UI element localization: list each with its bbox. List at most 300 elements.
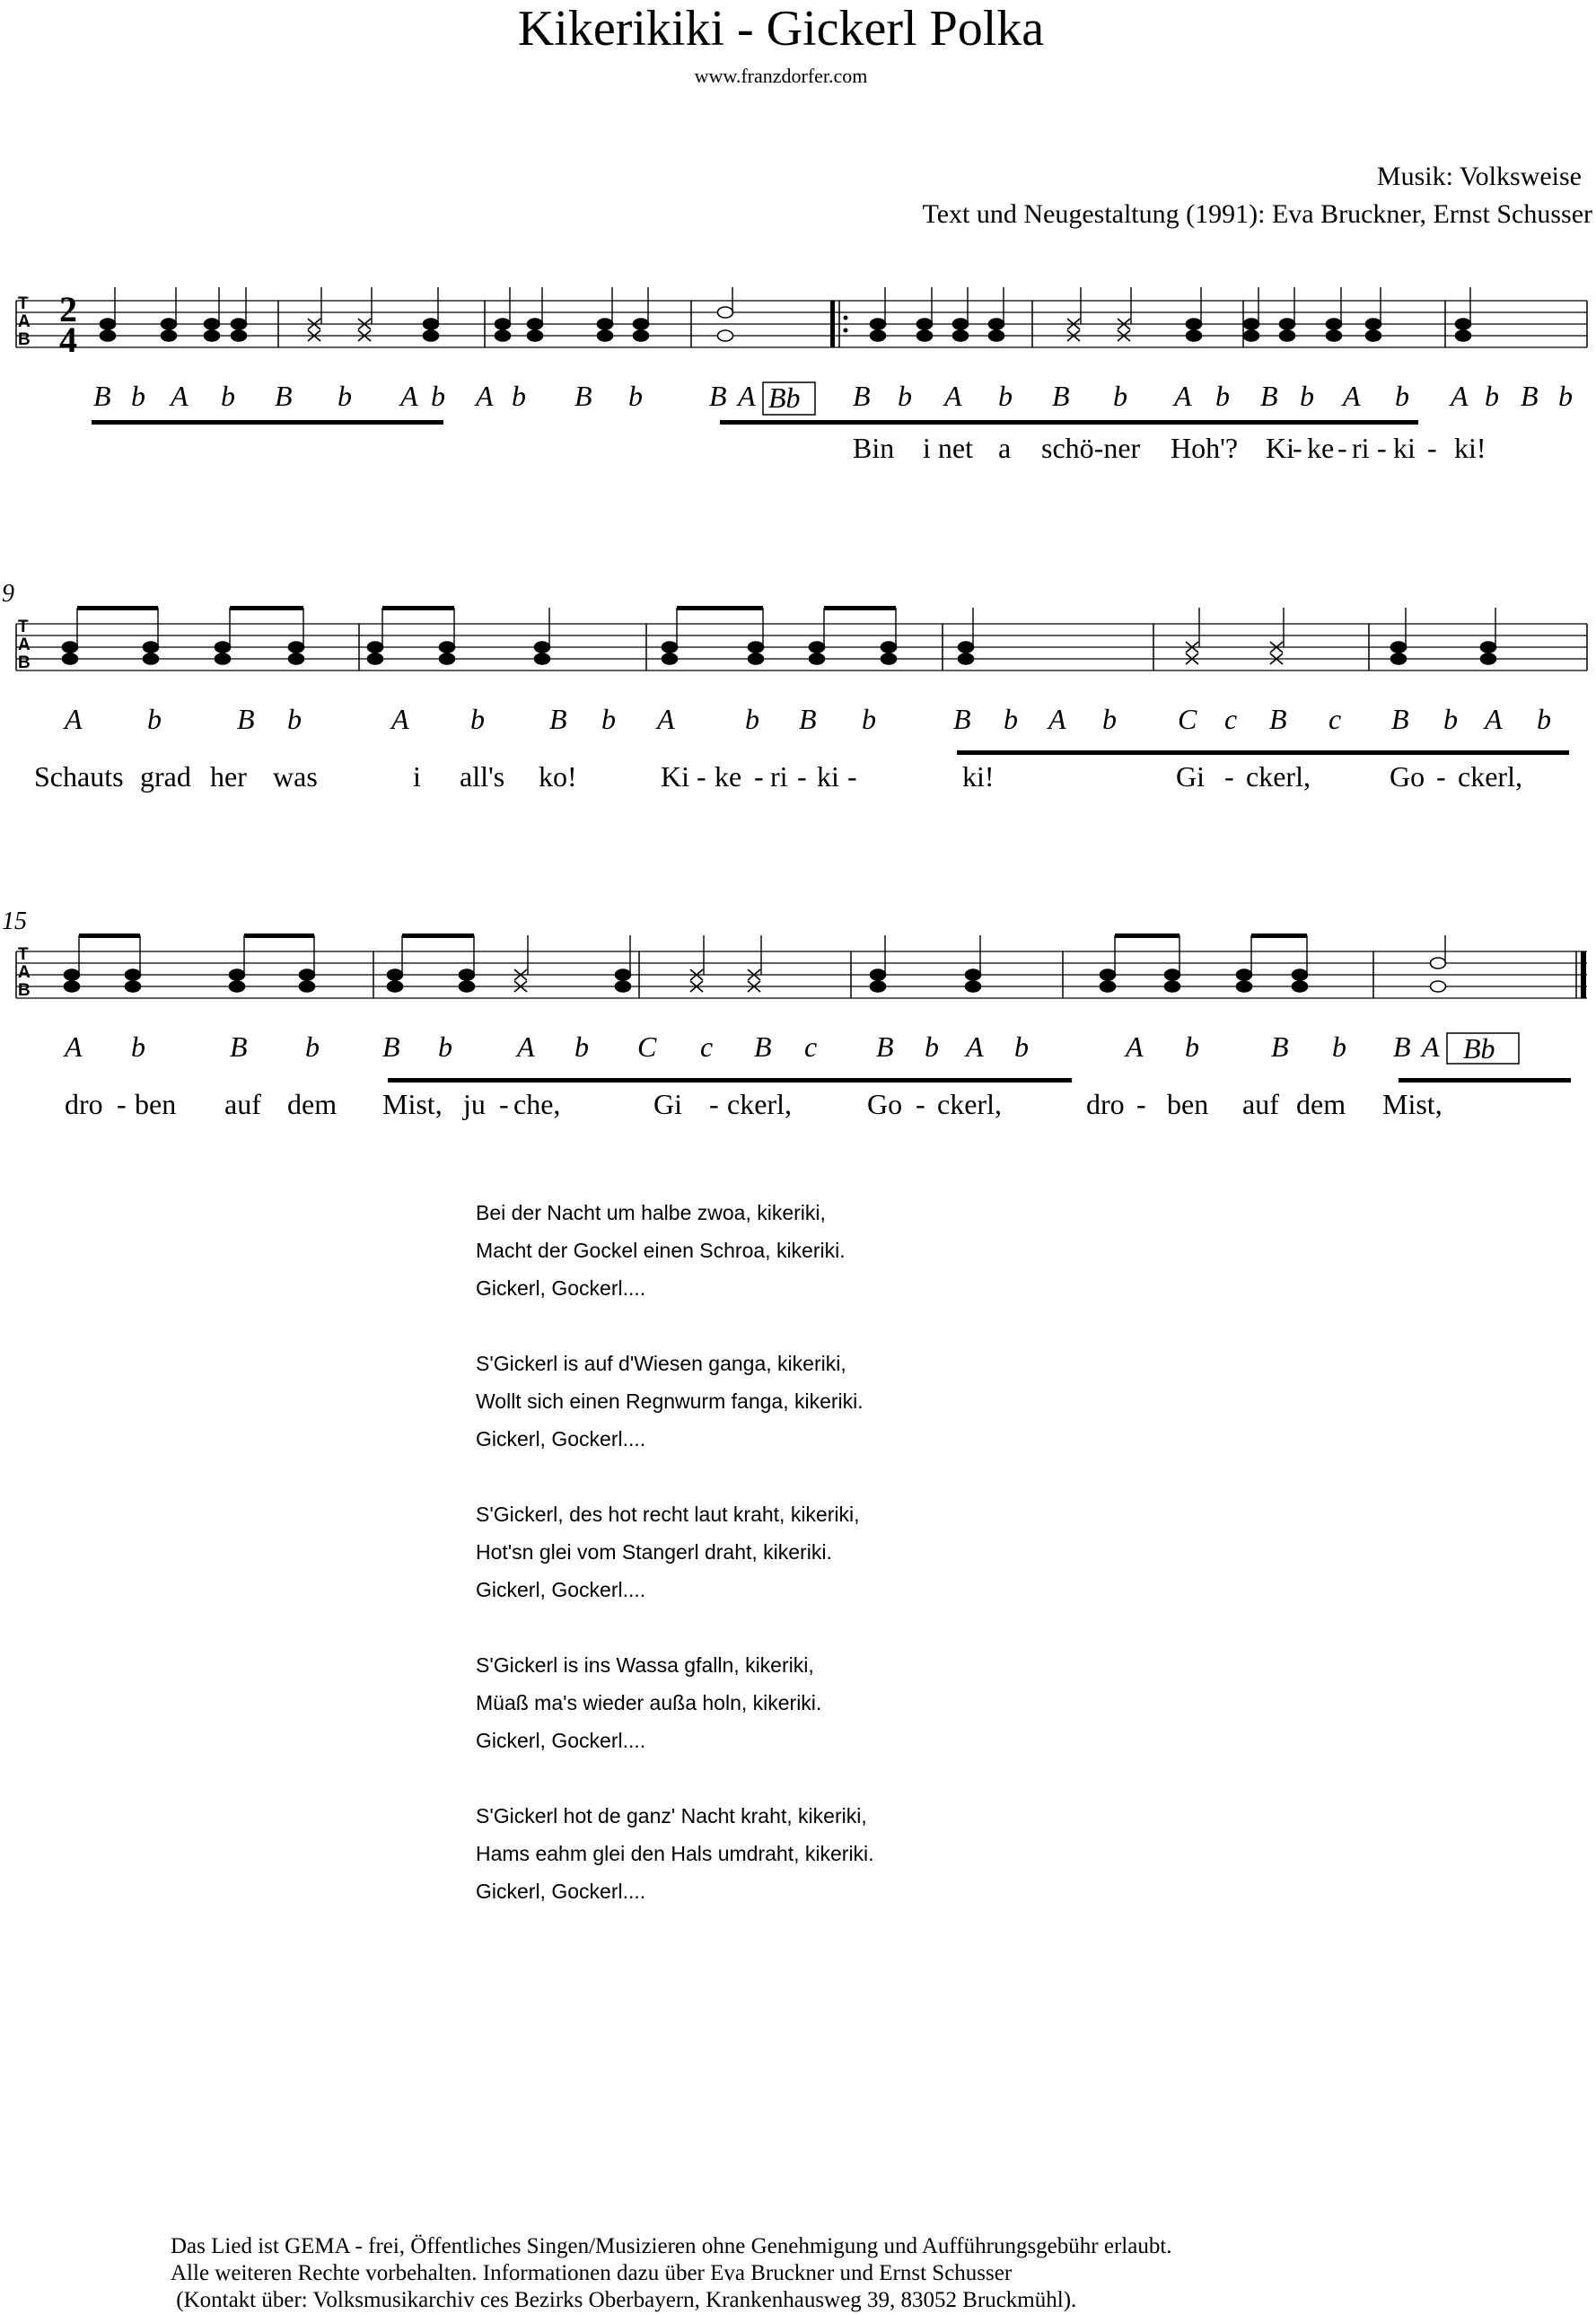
notehead [162, 330, 177, 341]
verse-line: S'Gickerl hot de ganz' Nacht kraht, kikeriki, [476, 1804, 867, 1828]
footer-line: Das Lied ist GEMA - frei, Öffentliches Singen/Musizieren ohne Genehmigung und Aufführungsgebühr erlaubt. [171, 2234, 1172, 2258]
notehead [495, 319, 511, 329]
notehead [101, 319, 116, 329]
notehead [662, 642, 678, 653]
lyric: - [1293, 432, 1302, 464]
tab-letter-b: B [18, 330, 31, 349]
bellows-mark: A [65, 1030, 83, 1063]
bellows-mark: A [1485, 703, 1503, 735]
notehead [1280, 330, 1295, 341]
bellows-mark: c [1224, 703, 1238, 735]
notehead [871, 969, 886, 980]
bellows-mark: b [1558, 380, 1573, 412]
text-credit: Text und Neugestaltung (1991): Eva Bruckner, Ernst Schusser [922, 199, 1592, 229]
bellows-mark: B [574, 380, 592, 412]
lyric: - [1136, 1088, 1146, 1120]
bellows-mark: B [953, 703, 971, 735]
bellows-mark: A [517, 1030, 535, 1063]
notehead [881, 642, 897, 653]
repeat-dot [844, 316, 848, 320]
lyric: i net [923, 432, 973, 464]
bellows-mark: B [876, 1030, 894, 1063]
lyric: ki [1393, 432, 1416, 464]
bellows-mark: A [944, 380, 962, 412]
notehead [126, 969, 141, 980]
lyric: Ki [1266, 432, 1294, 464]
notehead [616, 969, 631, 980]
lyric: dem [287, 1088, 338, 1120]
tab-letter-a: A [18, 963, 31, 982]
notehead [810, 642, 825, 653]
lyric: - [797, 760, 807, 793]
final-bar-thick [1581, 951, 1586, 998]
bellows-mark: b [470, 703, 485, 735]
pull-bars [388, 1078, 1571, 1082]
bellows-mark: B [237, 703, 255, 735]
lyric: a [998, 432, 1012, 464]
bellows-mark: A [1174, 380, 1192, 412]
bellows-mark: A [1343, 380, 1361, 412]
bellows-mark: b [131, 1030, 145, 1063]
note-beam [382, 606, 454, 610]
lyric: ckerl, [1246, 760, 1311, 793]
notehead [101, 330, 116, 341]
staff-system-2 [0, 574, 1596, 808]
lyric: all's [460, 760, 505, 793]
bellows-mark: b [287, 703, 302, 735]
tab-letter-t: T [18, 294, 29, 313]
notehead [528, 319, 543, 329]
verse-line: Macht der Gockel einen Schroa, kikeriki. [476, 1239, 846, 1262]
notehead [230, 981, 245, 992]
lyric: - [709, 1088, 719, 1120]
notehead [535, 653, 550, 664]
bellows-mark: A [476, 380, 494, 412]
verse-line: Gickerl, Gockerl.... [476, 1880, 646, 1903]
bellows-mark: b [998, 380, 1013, 412]
bellows-mark: b [862, 703, 876, 735]
bellows-mark: A [966, 1030, 984, 1063]
music-credit: Musik: Volksweise [1376, 162, 1582, 191]
lyric: ckerl, [1458, 760, 1522, 793]
bellows-mark: b [1102, 703, 1117, 735]
notehead [1456, 330, 1471, 341]
lyric: Mist, [1382, 1088, 1443, 1120]
bellows-mark: b [1485, 380, 1499, 412]
time-signature-top: 2 [59, 289, 77, 329]
bellows-mark: A [400, 380, 418, 412]
bellows-mark: A [1048, 703, 1066, 735]
notehead [662, 653, 678, 664]
verse-line: Hams eahm glei den Hals umdraht, kikeriki. [476, 1842, 874, 1865]
notehead [1481, 642, 1496, 653]
bellows-mark: c [1329, 703, 1342, 735]
bellows-mark: B [853, 380, 871, 412]
bellows-mark: b [925, 1030, 939, 1063]
bellows-mark: A [391, 703, 409, 735]
bellows-mark: b [438, 1030, 452, 1063]
lyric: ke [715, 760, 742, 793]
note-beam [77, 606, 158, 610]
bellows-markings [63, 1030, 1519, 1065]
pull-bar [720, 420, 1418, 425]
notehead [368, 642, 383, 653]
notehead [528, 330, 543, 341]
notehead [1366, 319, 1381, 329]
bellows-mark: b [1443, 703, 1458, 735]
notehead [63, 653, 78, 664]
lyric: Ki [661, 760, 689, 793]
measure-number: 9 [2, 580, 14, 608]
note-beam [677, 606, 763, 610]
note-beam [1251, 933, 1307, 938]
note-beam [244, 933, 314, 938]
notehead [1165, 969, 1180, 980]
notehead [440, 642, 455, 653]
notehead [162, 319, 177, 329]
bellows-mark: B [754, 1030, 772, 1063]
bellows-mark: A [171, 380, 189, 412]
lyric: ke [1307, 432, 1335, 464]
notehead [300, 969, 315, 980]
notehead [1280, 319, 1295, 329]
notehead [144, 642, 159, 653]
lyric: dro [65, 1088, 103, 1120]
bellows-mark: A [738, 380, 756, 412]
notehead [1366, 330, 1381, 341]
notehead [810, 653, 825, 664]
bellows-mark: b [221, 380, 235, 412]
note-beam [79, 933, 140, 938]
bellows-mark: C [637, 1030, 657, 1063]
lyric: Mist, [382, 1088, 443, 1120]
bellows-mark: B [1393, 1030, 1411, 1063]
staff-lines [16, 301, 1587, 347]
verse-line: Gickerl, Gockerl.... [476, 1729, 646, 1752]
bellows-mark: B [709, 380, 727, 412]
bellows-mark: A [1126, 1030, 1144, 1063]
lyric: ben [1167, 1088, 1209, 1120]
note-beam [824, 606, 896, 610]
notehead [871, 981, 886, 992]
notehead [1244, 330, 1259, 341]
bellows-mark: B [799, 703, 817, 735]
notehead [368, 653, 383, 664]
lyric: Gi [653, 1088, 682, 1120]
notehead [424, 330, 439, 341]
bellows-mark: b [338, 380, 352, 412]
lyric: dem [1296, 1088, 1346, 1120]
notehead [634, 330, 649, 341]
bellows-mark: A [1451, 380, 1469, 412]
notehead [966, 969, 981, 980]
time-signature [59, 289, 77, 360]
bellows-mark: b [512, 380, 526, 412]
notehead [65, 969, 80, 980]
lyric: ki [817, 760, 839, 793]
notehead [953, 319, 969, 329]
notehead [230, 969, 245, 980]
notehead [616, 981, 631, 992]
time-signature-bottom: 4 [59, 320, 77, 360]
notehead [871, 330, 886, 341]
stanza [476, 1646, 874, 1759]
notehead [1391, 653, 1407, 664]
tab-letter-t: T [18, 945, 29, 964]
bellows-mark: b [1537, 703, 1551, 735]
bellows-mark: b [1395, 380, 1409, 412]
lyric: Schauts [34, 760, 124, 793]
bellows-mark: A [65, 703, 83, 735]
lyric: - [1377, 432, 1387, 464]
notehead [989, 319, 1004, 329]
notehead [966, 981, 981, 992]
bellows-mark: B [1052, 380, 1070, 412]
lyric: Gi [1176, 760, 1205, 793]
lyric: Hoh'? [1171, 432, 1239, 464]
notehead [881, 653, 897, 664]
bellows-mark: c [700, 1030, 714, 1063]
bellows-mark-boxed: Bb [1463, 1032, 1495, 1065]
lyric: grad [140, 760, 191, 793]
tab-letter-a: A [18, 312, 31, 331]
tab-letter-b: B [18, 981, 31, 1000]
notehead [871, 319, 886, 329]
bellows-mark: b [1300, 380, 1314, 412]
notehead [424, 319, 439, 329]
staff-system-3 [0, 902, 1596, 1135]
notehead [959, 642, 974, 653]
note-beam [402, 933, 474, 938]
verse-line: Müaß ma's wieder außa holn, kikeriki. [476, 1691, 822, 1714]
lyric: ckerl, [937, 1088, 1002, 1120]
bellows-mark: B [1260, 380, 1278, 412]
notehead [460, 981, 475, 992]
bellows-mark: b [305, 1030, 320, 1063]
bellows-mark: B [1521, 380, 1539, 412]
bellows-mark: b [745, 703, 759, 735]
lyric: che, [513, 1088, 561, 1120]
bellows-mark: A [657, 703, 675, 735]
lyric: ben [135, 1088, 177, 1120]
stanza [476, 1495, 874, 1608]
notehead [300, 981, 315, 992]
bellows-mark: A [1422, 1030, 1440, 1063]
notehead [598, 330, 613, 341]
bellows-mark: B [1391, 703, 1409, 735]
bellows-mark: b [1014, 1030, 1029, 1063]
bellows-mark: b [1332, 1030, 1346, 1063]
bellows-mark: c [804, 1030, 818, 1063]
notehead [1431, 981, 1446, 992]
notehead [215, 653, 231, 664]
lyric: ju [463, 1088, 486, 1120]
notehead [232, 330, 247, 341]
bellows-mark: C [1178, 703, 1197, 735]
notehead [1237, 969, 1252, 980]
notehead [205, 319, 220, 329]
notehead [749, 653, 764, 664]
notehead [1431, 958, 1446, 969]
lyric: - [117, 1088, 127, 1120]
verse-line: S'Gickerl, des hot recht laut kraht, kikeriki, [476, 1503, 860, 1526]
lyric: dro [1086, 1088, 1125, 1120]
website-url: www.franzdorfer.com [694, 65, 868, 87]
notehead [1293, 969, 1308, 980]
verse-line: Gickerl, Gockerl.... [476, 1427, 646, 1451]
verses [476, 1194, 874, 1948]
bellows-mark: b [601, 703, 616, 735]
lyric: ki! [1454, 432, 1486, 464]
notehead [598, 319, 613, 329]
staff-system-1 [0, 287, 1596, 512]
lyric: auf [224, 1088, 261, 1120]
lyric: ki! [962, 760, 995, 793]
tab-letter-b: B [18, 653, 31, 672]
notehead [388, 981, 403, 992]
bellows-mark: B [93, 380, 111, 412]
footer-line: (Kontakt über: Volksmusikarchiv ces Bezirks Oberbayern, Krankenhausweg 39, 83052 Bruckmühl). [171, 2288, 1077, 2312]
pull-bar [1399, 1078, 1571, 1082]
bellows-markings [93, 380, 1573, 415]
verse-line: Gickerl, Gockerl.... [476, 1276, 646, 1300]
lyrics [853, 432, 1486, 464]
copyright-footer [171, 2233, 1172, 2314]
lyric: Go [867, 1088, 903, 1120]
lyric: auf [1242, 1088, 1279, 1120]
notehead [1293, 981, 1308, 992]
notehead [126, 981, 141, 992]
notehead [749, 642, 764, 653]
bellows-mark: b [1185, 1030, 1199, 1063]
lyric: Go [1390, 760, 1425, 793]
notehead [1456, 319, 1471, 329]
lyric: - [1224, 760, 1234, 793]
notehead [1101, 981, 1116, 992]
notehead [1481, 653, 1496, 664]
bellows-mark: B [549, 703, 567, 735]
stanza [476, 1797, 874, 1910]
verse-line: S'Gickerl is auf d'Wiesen ganga, kikeriki, [476, 1352, 846, 1375]
notehead [63, 642, 78, 653]
bellows-mark: b [1004, 703, 1018, 735]
notehead [1391, 642, 1407, 653]
staff-lines [16, 951, 1587, 998]
lyric: - [1337, 432, 1347, 464]
tab-clef [18, 294, 31, 349]
lyric: her [210, 760, 247, 793]
bellows-mark: b [628, 380, 643, 412]
notehead [718, 307, 733, 318]
tab-clef [18, 618, 31, 672]
notehead [440, 653, 455, 664]
pull-bar [957, 750, 1569, 755]
notehead [989, 330, 1004, 341]
bellows-mark: b [574, 1030, 589, 1063]
bellows-mark: b [131, 380, 145, 412]
notehead [205, 330, 220, 341]
notehead [232, 319, 247, 329]
repeat-bar-thick [830, 301, 835, 347]
lyric: - [754, 760, 764, 793]
notehead [1165, 981, 1180, 992]
notehead [289, 642, 304, 653]
bellows-mark: B [1271, 1030, 1289, 1063]
footer-line: Alle weiteren Rechte vorbehalten. Informationen dazu über Eva Bruckner und Ernst Schusser [171, 2261, 1013, 2285]
lyrics [34, 760, 1522, 793]
page-title: Kikerikiki - Gickerl Polka [517, 1, 1045, 57]
bellows-mark: B [275, 380, 293, 412]
notehead [388, 969, 403, 980]
note-beam [230, 606, 303, 610]
lyric: ckerl, [727, 1088, 792, 1120]
bellows-mark: B [382, 1030, 400, 1063]
verse-line: Gickerl, Gockerl.... [476, 1578, 646, 1601]
stanza [476, 1345, 874, 1458]
lyric: - [1427, 432, 1437, 464]
bellows-mark: b [431, 380, 445, 412]
verse-line: Hot'sn glei vom Stangerl draht, kikeriki. [476, 1540, 832, 1564]
lyric: Bin [853, 432, 895, 464]
lyric: - [499, 1088, 509, 1120]
staff-lines [16, 624, 1587, 671]
pull-bars [957, 750, 1569, 755]
notehead [535, 642, 550, 653]
lyric: - [916, 1088, 925, 1120]
notehead [917, 330, 933, 341]
notehead [953, 330, 969, 341]
notehead [495, 330, 511, 341]
notehead [1237, 981, 1252, 992]
notehead [1187, 330, 1202, 341]
notehead [917, 319, 933, 329]
tab-clef [18, 945, 31, 1000]
measure-number: 15 [2, 907, 27, 935]
note-beam [1115, 933, 1179, 938]
tab-letter-t: T [18, 618, 29, 636]
lyric: i [413, 760, 421, 793]
notehead [1327, 330, 1342, 341]
lyric: ri [770, 760, 788, 793]
pull-bar [388, 1078, 1072, 1082]
pull-bars [92, 420, 1418, 425]
repeat-dot [844, 329, 848, 333]
notehead [634, 319, 649, 329]
lyrics [65, 1088, 1443, 1120]
notehead [718, 330, 733, 341]
bellows-mark: b [898, 380, 912, 412]
lyric: - [1436, 760, 1446, 793]
tab-letter-a: A [18, 635, 31, 654]
notehead [144, 653, 159, 664]
bellows-mark: b [147, 703, 162, 735]
lyric: was [273, 760, 318, 793]
verse-line: Bei der Nacht um halbe zwoa, kikeriki, [476, 1201, 826, 1224]
notehead [65, 981, 80, 992]
lyric: - [697, 760, 706, 793]
bellows-mark: B [230, 1030, 248, 1063]
bellows-mark: B [1269, 703, 1287, 735]
verse-line: S'Gickerl is ins Wassa gfalln, kikeriki, [476, 1653, 814, 1677]
bellows-markings [63, 703, 1551, 735]
bellows-mark: b [1113, 380, 1127, 412]
notehead [215, 642, 231, 653]
notes [101, 287, 1471, 341]
notehead [460, 969, 475, 980]
lyric: ri [1352, 432, 1370, 464]
notehead [1244, 319, 1259, 329]
verse-line: Wollt sich einen Regnwurm fanga, kikeriki. [476, 1389, 864, 1413]
